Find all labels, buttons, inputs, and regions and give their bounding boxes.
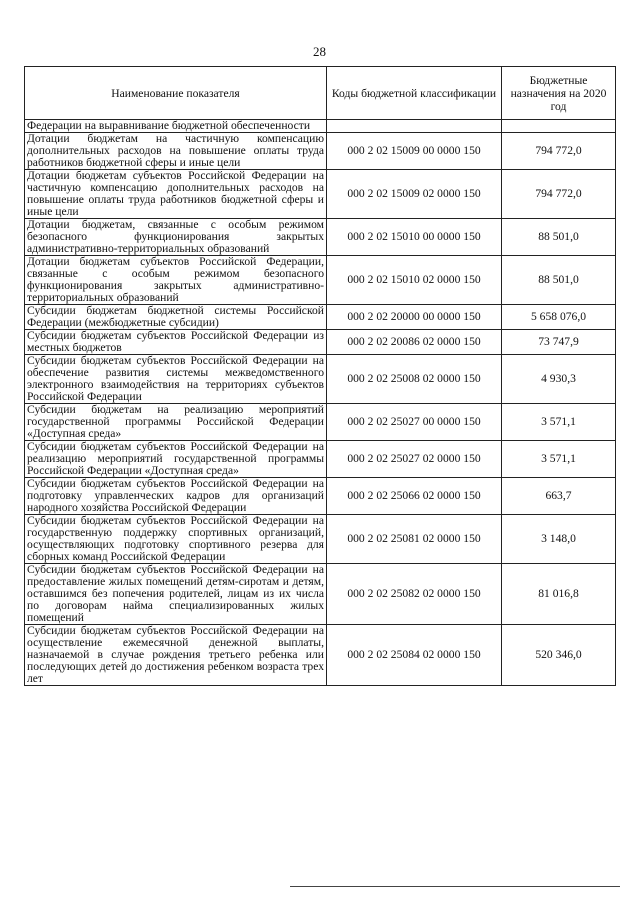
row-code: 000 2 02 15010 02 0000 150 [327, 256, 502, 305]
row-amount: 794 772,0 [502, 133, 616, 170]
table-row [25, 404, 616, 441]
row-amount: 3 571,1 [502, 404, 616, 441]
row-name: Субсидии бюджетам субъектов Российской Федерации на предоставление жилых помещений детям-сиротам и детям, оставшимся без попечения родителей, лицам из их числа по договорам найма специализированных жилых помещений [25, 564, 327, 625]
row-name: Субсидии бюджетам субъектов Российской Федерации на реализацию мероприятий государственной программы Российской Федерации «Доступная среда» [25, 441, 327, 478]
header-amount: Бюджетные назначения на 2020 год [502, 67, 616, 120]
row-name: Субсидии бюджетам субъектов Российской Федерации на государственную поддержку спортивных организаций, осуществляющих подготовку спортивного резерва для сборных команд Российской Федерации [25, 515, 327, 564]
row-amount: 81 016,8 [502, 564, 616, 625]
row-amount: 520 346,0 [502, 625, 616, 686]
row-code [327, 120, 502, 133]
table-row [25, 256, 616, 305]
row-amount: 3 571,1 [502, 441, 616, 478]
row-name: Дотации бюджетам, связанные с особым режимом безопасного функционирования закрытых административно-территориальных образований [25, 219, 327, 256]
table-row [25, 330, 616, 355]
row-amount: 5 658 076,0 [502, 305, 616, 330]
row-code: 000 2 02 25066 02 0000 150 [327, 478, 502, 515]
row-amount: 88 501,0 [502, 256, 616, 305]
table-row [25, 219, 616, 256]
row-amount: 3 148,0 [502, 515, 616, 564]
row-code: 000 2 02 25027 02 0000 150 [327, 441, 502, 478]
row-name: Федерации на выравнивание бюджетной обеспеченности [25, 120, 327, 133]
table-row [25, 305, 616, 330]
row-amount: 73 747,9 [502, 330, 616, 355]
row-amount [502, 120, 616, 133]
budget-table [24, 66, 616, 686]
row-amount: 4 930,3 [502, 355, 616, 404]
table-row [25, 441, 616, 478]
row-name: Субсидии бюджетам бюджетной системы Российской Федерации (межбюджетные субсидии) [25, 305, 327, 330]
row-code: 000 2 02 25027 00 0000 150 [327, 404, 502, 441]
table-row [25, 515, 616, 564]
table-row [25, 564, 616, 625]
row-code: 000 2 02 25008 02 0000 150 [327, 355, 502, 404]
row-name: Дотации бюджетам субъектов Российской Федерации на частичную компенсацию дополнительных расходов на повышение оплаты труда работников бюджетной сферы и иные цели [25, 170, 327, 219]
table-row [25, 355, 616, 404]
table-row [25, 170, 616, 219]
row-name: Субсидии бюджетам субъектов Российской Федерации из местных бюджетов [25, 330, 327, 355]
row-name: Субсидии бюджетам субъектов Российской Федерации на обеспечение развития системы межведомственного электронного взаимодействия на территориях субъектов Российской Федерации [25, 355, 327, 404]
row-name: Субсидии бюджетам на реализацию мероприятий государственной программы Российской Федерации «Доступная среда» [25, 404, 327, 441]
row-code: 000 2 02 20086 02 0000 150 [327, 330, 502, 355]
table-header-row [25, 67, 616, 120]
row-code: 000 2 02 25082 02 0000 150 [327, 564, 502, 625]
row-code: 000 2 02 25081 02 0000 150 [327, 515, 502, 564]
row-name: Дотации бюджетам на частичную компенсацию дополнительных расходов на повышение оплаты труда работников бюджетной сферы и иные цели [25, 133, 327, 170]
row-code: 000 2 02 15010 00 0000 150 [327, 219, 502, 256]
row-code: 000 2 02 15009 00 0000 150 [327, 133, 502, 170]
row-amount: 663,7 [502, 478, 616, 515]
row-code: 000 2 02 20000 00 0000 150 [327, 305, 502, 330]
page-number: 28 [313, 44, 326, 59]
row-name: Субсидии бюджетам субъектов Российской Федерации на осуществление ежемесячной денежной выплаты, назначаемой в случае рождения третьего ребенка или последующих детей до достижения ребенком возраста трех лет [25, 625, 327, 686]
row-name: Дотации бюджетам субъектов Российской Федерации, связанные с особым режимом безопасного функционирования закрытых административно-территориальных образований [25, 256, 327, 305]
footer-divider [290, 886, 620, 887]
header-name: Наименование показателя [25, 67, 327, 120]
row-name: Субсидии бюджетам субъектов Российской Федерации на подготовку управленческих кадров для организаций народного хозяйства Российской Федерации [25, 478, 327, 515]
table-row [25, 133, 616, 170]
row-code: 000 2 02 25084 02 0000 150 [327, 625, 502, 686]
row-amount: 794 772,0 [502, 170, 616, 219]
row-code: 000 2 02 15009 02 0000 150 [327, 170, 502, 219]
header-code: Коды бюджетной классификации [327, 67, 502, 120]
table-row [25, 478, 616, 515]
row-amount: 88 501,0 [502, 219, 616, 256]
table-row [25, 120, 616, 133]
table-row [25, 625, 616, 686]
